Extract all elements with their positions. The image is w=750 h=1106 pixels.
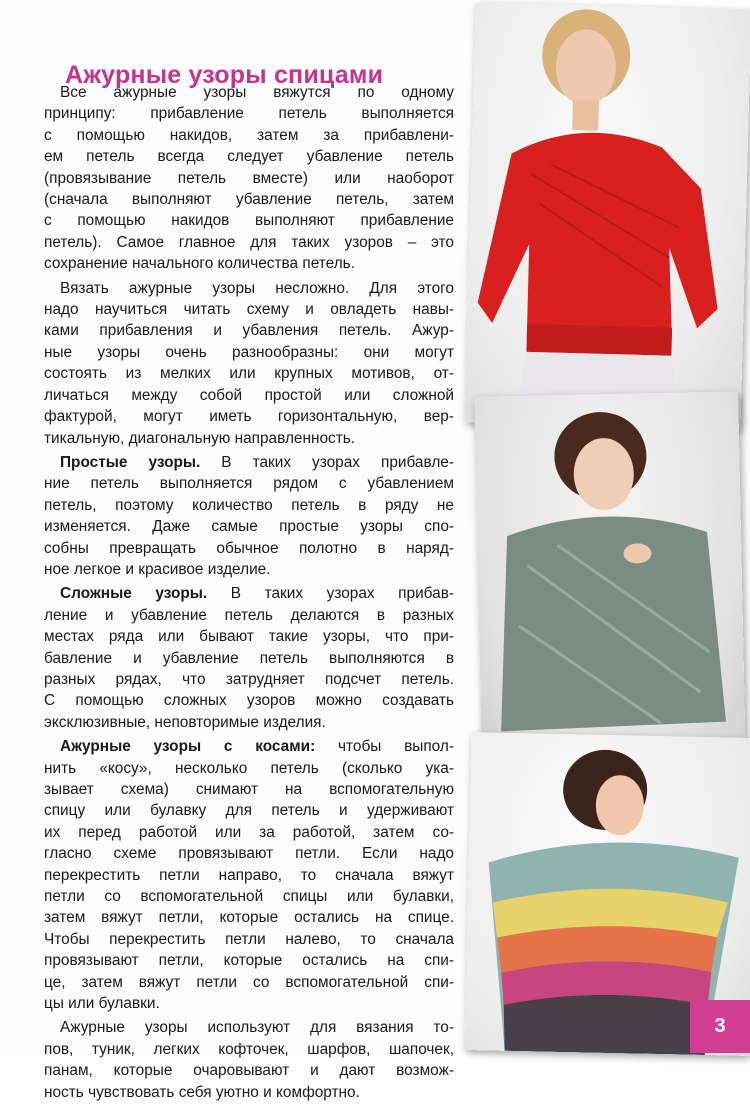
text-line: ление и убавление петель делаются в разных — [44, 606, 454, 624]
photo-red-sweater — [465, 2, 750, 429]
paragraph-simple-patterns — [44, 452, 454, 580]
text-line: эксклюзивные, неповторимые изделия. — [44, 713, 326, 731]
neck-shape — [572, 100, 599, 131]
text-line: ние петель выполняется рядом с убавлением — [44, 475, 454, 493]
text-line: бавление и убавление петель выполняются в — [44, 649, 454, 667]
text-line: це, затем вяжут петли со вспомогательной спи- — [44, 973, 454, 991]
text-line: надо научиться читать схему и овладеть навы- — [44, 301, 454, 319]
text-line: петель). Самое главное для таких узоров – это — [44, 233, 454, 251]
text-line: гласно схеме провязывают петли. Если надо — [44, 845, 454, 863]
text-fragment: В таких узорах прибавле- — [200, 453, 454, 471]
sweater-hem — [526, 324, 672, 356]
text-line: панам, которые очаровывают и дают возмож- — [44, 1062, 454, 1080]
text-line: ками прибавления и убавления петель. Ажур- — [44, 322, 454, 340]
text-line: ность чувствовать себя уютно и комфортно. — [44, 1083, 360, 1101]
text-line: спицу или булавку для петель и удерживают — [44, 802, 454, 820]
grey-shawl-illustration — [474, 391, 746, 768]
article-body — [44, 82, 454, 1106]
text-line: тикальную, диагональную направленность. — [44, 429, 356, 447]
text-line: пов, туник, легких кофточек, шарфов, шапочек, — [44, 1040, 454, 1058]
page-title: Ажурные узоры спицами — [65, 60, 384, 89]
text-line: Вязать ажурные узоры несложно. Для этого — [60, 279, 454, 297]
text-line — [44, 736, 454, 757]
text-line: личаться между собой простой или сложной — [44, 386, 454, 404]
text-line: их перед работой или за работой, затем со- — [44, 823, 454, 841]
text-line: С помощью сложных узоров можно создавать — [44, 692, 454, 710]
text-line: фактурой, могут иметь горизонтальную, вер- — [44, 408, 454, 426]
text-line: разных рядах, что затрудняет подсчет петель. — [44, 670, 454, 688]
text-line: петли со вспомогательной спицы или булавки, — [44, 888, 454, 906]
text-fragment: В таких узорах прибав- — [207, 585, 454, 603]
text-line: перекрестить петли направо, то сначала вяжут — [44, 866, 454, 884]
paragraph-complex-patterns — [44, 583, 454, 733]
text-line: Ажурные узоры используют для вязания то- — [60, 1019, 454, 1037]
cable-patterns-heading: Ажурные узоры с косами: — [60, 738, 316, 756]
paragraph-intro — [44, 82, 454, 275]
complex-patterns-heading: Сложные узоры. — [60, 585, 208, 603]
sweater-shape — [477, 130, 722, 344]
shawl-stripe-dark — [503, 993, 708, 1055]
text-line: затем вяжут петли, которые остались на спице. — [44, 909, 454, 927]
text-line: (сначала выполняют убавление петель, затем — [44, 191, 454, 209]
text-line: (провязывание петель вместе) или наоборот — [44, 169, 454, 187]
text-line: нить «косу», несколько петель (сколько ука- — [44, 759, 454, 777]
text-line: Чтобы перекрестить петли налево, то сначала — [44, 930, 454, 948]
text-line: местах ряда или бывают такие узоры, что при- — [44, 628, 454, 646]
text-line: изменяется. Даже самые простые узоры спо- — [44, 518, 454, 536]
paragraph-easy — [44, 278, 454, 449]
text-line: цы или булавки. — [44, 995, 160, 1013]
photo-grey-shawl — [474, 391, 746, 768]
text-line: провязывают петли, которые остались на спи- — [44, 952, 454, 970]
text-line: состоять из мелких или крупных мотивов, от- — [44, 365, 454, 383]
text-fragment: чтобы выпол- — [315, 738, 454, 756]
text-line: петель, поэтому количество петель в ряду не — [44, 496, 454, 514]
paragraph-cable-patterns — [44, 736, 454, 1014]
text-line — [44, 583, 454, 604]
simple-patterns-heading: Простые узоры. — [60, 453, 201, 471]
text-line — [44, 452, 454, 473]
shawl-shape — [497, 514, 726, 731]
text-line: ные узоры очень разнообразны: они могут — [44, 343, 454, 361]
paragraph-usage — [44, 1017, 454, 1103]
text-line: принципу: прибавление петель выполняется — [44, 105, 454, 123]
text-line: Все ажурные узоры вяжутся по одному — [60, 84, 454, 101]
red-sweater-illustration — [465, 2, 750, 429]
text-line: зывает схема) снимают на вспомогательную — [44, 781, 454, 798]
text-line: собны превращать обычное полотно в наряд- — [44, 539, 454, 557]
text-line: сохранение начального количества петель. — [44, 255, 355, 273]
text-line: с помощью накидов, затем за прибавлени- — [44, 126, 454, 144]
text-line: с помощью накидов выполняют прибавление — [44, 212, 454, 230]
text-line: ем петель всегда следует убавление петель — [44, 148, 454, 166]
page-number-badge: 3 — [690, 1000, 750, 1053]
text-line: ное легкое и красивое изделие. — [44, 560, 271, 578]
